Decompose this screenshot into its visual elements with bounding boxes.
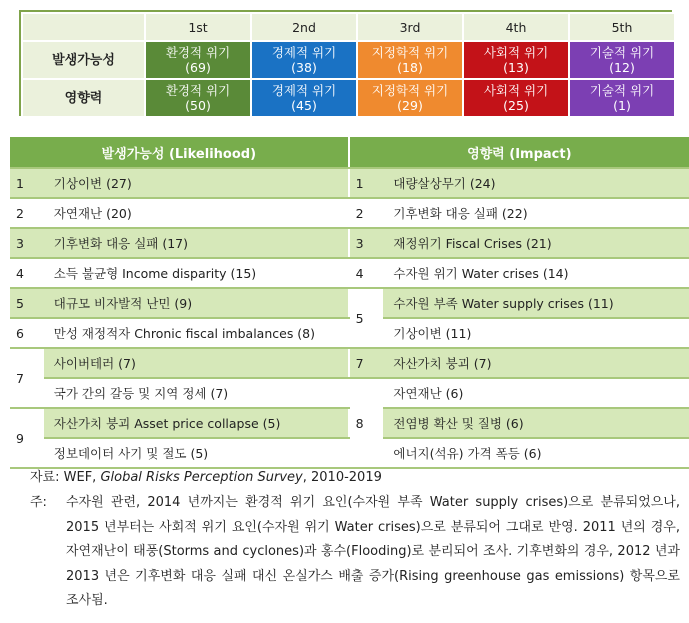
cell-value: (45) [291,98,317,113]
risk-item: 에너지(석유) 가격 폭등 (6) [383,438,689,468]
corner-cell [22,13,145,41]
row-label-likelihood: 발생가능성 [22,41,145,79]
rank-number: 5 [350,288,384,348]
rank-number: 8 [350,378,384,468]
detail-table [10,137,689,469]
cell-value: (13) [503,60,529,75]
ranking-table [21,12,676,118]
impact-cell-3 [357,79,463,117]
risk-item: 수자원 위기 Water crises (14) [383,258,689,288]
footnote [30,491,680,614]
impact-header: 영향력 (Impact) [350,137,689,168]
rank-number: 2 [10,198,44,228]
cell-category: 사회적 위기 [483,83,549,98]
impact-cell-5 [569,79,675,117]
col-header-2nd: 2nd [251,13,357,41]
impact-cell-4 [463,79,569,117]
risk-item: 자연재난 (6) [383,378,689,408]
col-header-4th: 4th [463,13,569,41]
source-suffix: , 2010-2019 [302,470,382,485]
rank-number: 1 [350,168,384,198]
footnote-label: 주: [30,495,47,510]
rank-number: 1 [10,168,44,198]
row-label-impact: 영향력 [22,79,145,117]
source-prefix: 자료: WEF, [30,470,101,485]
cell-category: 기술적 위기 [589,83,655,98]
cell-value: (25) [503,98,529,113]
cell-value: (1) [613,98,631,113]
cell-value: (38) [291,60,317,75]
likelihood-cell-4 [463,41,569,79]
col-header-1st: 1st [145,13,251,41]
rank-number: 3 [350,228,384,258]
risk-item: 기상이변 (11) [383,318,689,348]
risk-item: 자산가치 붕괴 (7) [383,348,689,378]
rank-number: 7 [350,348,384,378]
rank-number: 6 [10,318,44,348]
risk-item: 전염병 확산 및 질병 (6) [383,408,689,438]
rank-number: 4 [350,258,384,288]
rank-number: 3 [10,228,44,258]
risk-item: 만성 재정적자 Chronic fiscal imbalances (8) [44,318,348,348]
risk-item: 재정위기 Fiscal Crises (21) [383,228,689,258]
cell-category: 사회적 위기 [483,45,549,60]
cell-category: 환경적 위기 [165,83,231,98]
cell-value: (18) [397,60,423,75]
cell-value: (50) [185,98,211,113]
risk-item: 자연재난 (20) [44,198,348,228]
risk-item: 기후변화 대응 실패 (22) [383,198,689,228]
source-title: Global Risks Perception Survey [100,470,303,485]
source-line [30,466,382,485]
column-divider [348,408,350,438]
col-header-5th: 5th [569,13,675,41]
cell-category: 환경적 위기 [165,45,231,60]
rank-number: 7 [10,348,44,408]
risk-item: 기상이변 (27) [44,168,348,198]
risk-item: 기후변화 대응 실패 (17) [44,228,348,258]
rank-number: 2 [350,198,384,228]
risk-item: 대규모 비자발적 난민 (9) [44,288,348,318]
rank-number: 4 [10,258,44,288]
risk-item: 자산가치 붕괴 Asset price collapse (5) [44,408,348,438]
risk-item: 국가 간의 갈등 및 지역 정세 (7) [44,378,348,408]
cell-value: (69) [185,60,211,75]
risk-item: 정보데이터 사기 및 절도 (5) [44,438,348,468]
risk-item: 소득 불균형 Income disparity (15) [44,258,348,288]
cell-category: 지정학적 위기 [371,83,449,98]
rank-number: 9 [10,408,44,468]
risk-item: 사이버테러 (7) [44,348,348,378]
likelihood-cell-1 [145,41,251,79]
impact-cell-1 [145,79,251,117]
likelihood-header: 발생가능성 (Likelihood) [10,137,348,168]
col-header-3rd: 3rd [357,13,463,41]
likelihood-cell-3 [357,41,463,79]
cell-category: 경제적 위기 [271,83,337,98]
column-divider [348,438,350,468]
likelihood-cell-5 [569,41,675,79]
risk-item: 수자원 부족 Water supply crises (11) [383,288,689,318]
rank-number: 5 [10,288,44,318]
impact-cell-2 [251,79,357,117]
cell-category: 경제적 위기 [271,45,337,60]
cell-value: (29) [397,98,423,113]
cell-category: 기술적 위기 [589,45,655,60]
cell-category: 지정학적 위기 [371,45,449,60]
risk-item: 대량살상무기 (24) [383,168,689,198]
cell-value: (12) [609,60,635,75]
footnote-text: 수자원 관련, 2014 년까지는 환경적 위기 요인(수자원 부족 Water supply crises)으로 분류되었으나, 2015 년부터는 사회적 위기 요인(수자원 위기 Water crises)으로 분류되어 그대로 반영. 2011 년의 경우, 자연재난이 태풍(Storms and cyclones)과 홍수(Flooding)로 분리되어 조사. 기후변화의 경우, 2012 년과 2013 년은 기후변화 대응 실패 대신 온실가스 배출 증가(Rising greenhouse gas emissions) 항목으로 조사됨. [66,495,680,608]
likelihood-cell-2 [251,41,357,79]
column-divider [348,318,350,348]
